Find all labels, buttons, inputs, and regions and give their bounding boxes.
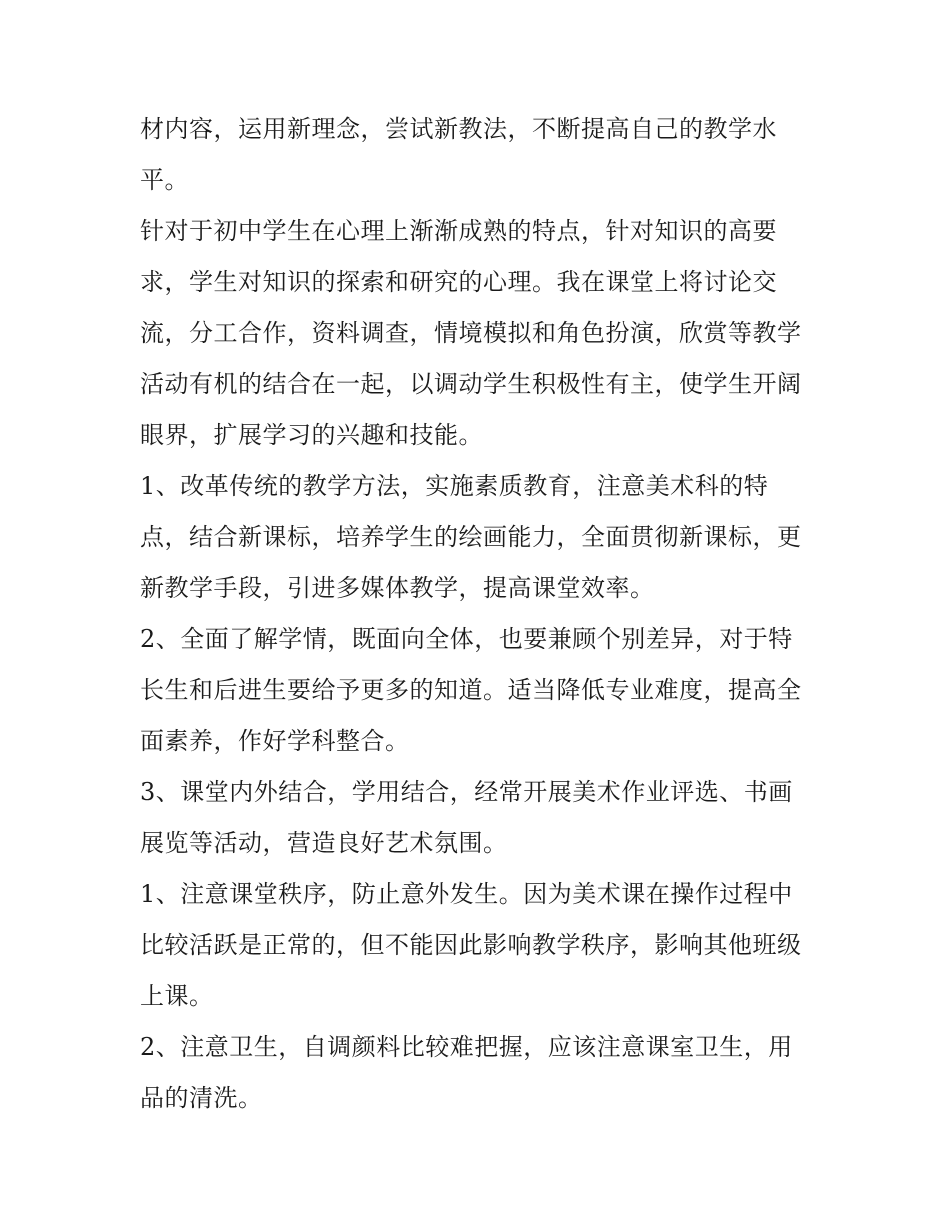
text-line: 点，结合新课标，培养学生的绘画能力，全面贯彻新课标，更 xyxy=(140,523,802,551)
text-line: 3、课堂内外结合，学用结合，经常开展美术作业评选、书画 xyxy=(140,778,793,806)
text-line: 1、注意课堂秩序，防止意外发生。因为美术课在操作过程中 xyxy=(140,880,793,908)
document-body xyxy=(140,104,820,1124)
text-line: 新教学手段，引进多媒体教学，提高课堂效率。 xyxy=(140,574,655,602)
text-line: 2、注意卫生，自调颜料比较难把握，应该注意课室卫生，用 xyxy=(140,1033,793,1061)
text-line: 求，学生对知识的探索和研究的心理。我在课堂上将讨论交 xyxy=(140,268,777,296)
text-line: 2、全面了解学情，既面向全体，也要兼顾个别差异，对于特 xyxy=(140,625,793,653)
text-line: 平。 xyxy=(140,166,189,194)
text-line: 上课。 xyxy=(140,982,214,1010)
text-line: 活动有机的结合在一起，以调动学生积极性有主，使学生开阔 xyxy=(140,370,802,398)
text-line: 流，分工合作，资料调查，情境模拟和角色扮演，欣赏等教学 xyxy=(140,319,802,347)
text-line: 针对于初中学生在心理上渐渐成熟的特点，针对知识的高要 xyxy=(140,217,777,245)
text-line: 长生和后进生要给予更多的知道。适当降低专业难度，提高全 xyxy=(140,676,802,704)
text-line: 展览等活动，营造良好艺术氛围。 xyxy=(140,829,508,857)
text-line: 眼界，扩展学习的兴趣和技能。 xyxy=(140,421,483,449)
text-line: 1、改革传统的教学方法，实施素质教育，注意美术科的特 xyxy=(140,472,769,500)
text-line: 面素养，作好学科整合。 xyxy=(140,727,410,755)
text-line: 材内容，运用新理念，尝试新教法，不断提高自己的教学水 xyxy=(140,115,777,143)
text-line: 比较活跃是正常的，但不能因此影响教学秩序，影响其他班级 xyxy=(140,931,802,959)
text-line: 品的清洗。 xyxy=(140,1084,263,1112)
